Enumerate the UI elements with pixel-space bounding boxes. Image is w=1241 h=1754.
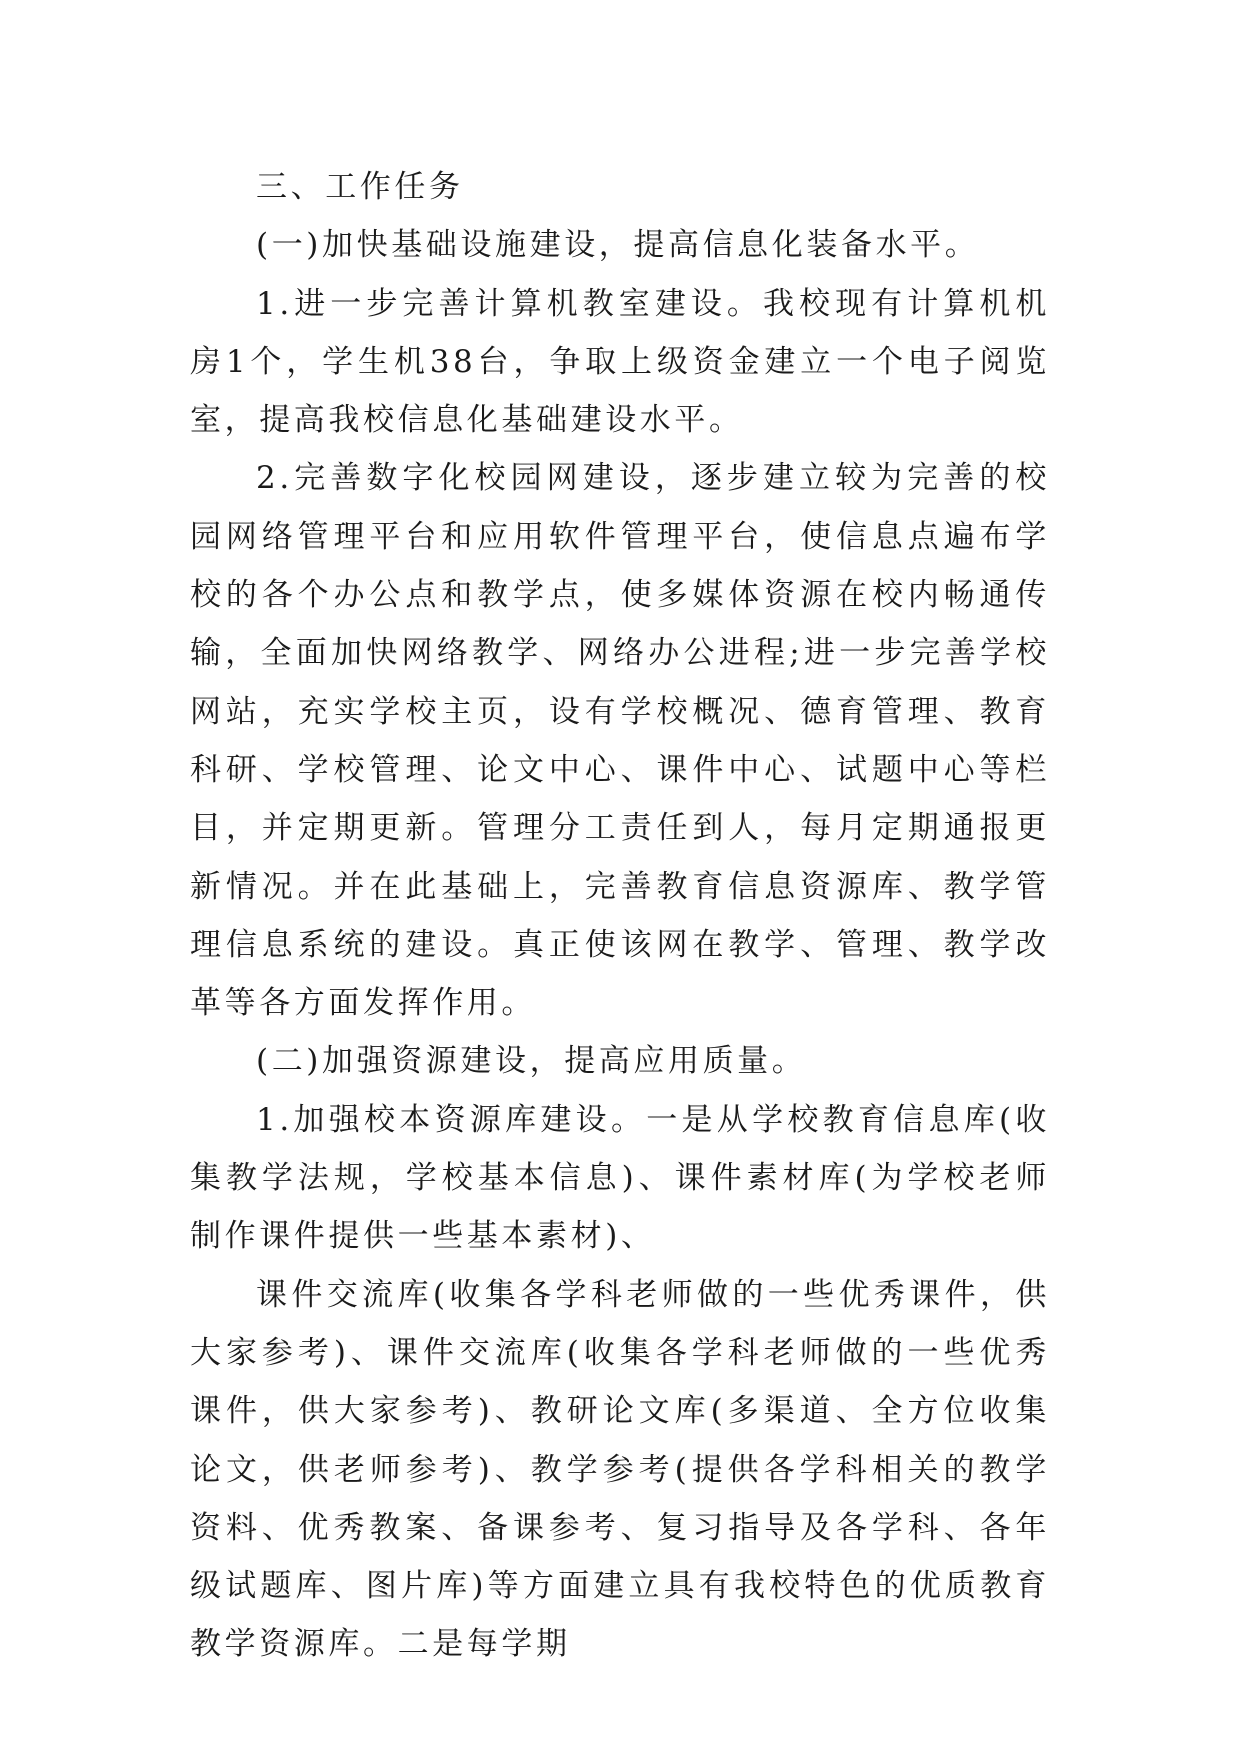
document-body [190, 158, 1050, 1674]
paragraph-courseware-exchange: 课件交流库(收集各学科老师做的一些优秀课件，供大家参考)、课件交流库(收集各学科老师做的一些优秀课件，供大家参考)、教研论文库(多渠道、全方位收集论文，供老师参考)、教学参考(提供各学科相关的教学资料、优秀教案、备课参考、复习指导及各学科、各年级试题库、图片库)等方面建立具有我校特色的优质教育教学资源库。二是每学期 [190, 1276, 1050, 1663]
subsection-heading-resources: (二)加强资源建设，提高应用质量。 [256, 1043, 807, 1080]
section-heading-work-tasks: 三、工作任务 [256, 169, 464, 205]
paragraph-computer-classroom: 1.进一步完善计算机教室建设。我校现有计算机机房1个，学生机38台，争取上级资金建立一个电子阅览室，提高我校信息化基础建设水平。 [190, 285, 1050, 439]
paragraph-campus-network: 2.完善数字化校园网建设，逐步建立较为完善的校园网络管理平台和应用软件管理平台，使信息点遍布学校的各个办公点和教学点，使多媒体资源在校内畅通传输，全面加快网络教学、网络办公进程;进一步完善学校网站，充实学校主页，设有学校概况、德育管理、教育科研、学校管理、论文中心、课件中心、试题中心等栏目，并定期更新。管理分工责任到人，每月定期通报更新情况。并在此基础上，完善教育信息资源库、教学管理信息系统的建设。真正使该网在教学、管理、教学改革等各方面发挥作用。 [190, 460, 1050, 1022]
subsection-heading-infrastructure: (一)加快基础设施建设，提高信息化装备水平。 [256, 227, 980, 264]
paragraph-resource-library: 1.加强校本资源库建设。一是从学校教育信息库(收集教学法规，学校基本信息)、课件素材库(为学校老师制作课件提供一些基本素材)、 [190, 1101, 1050, 1255]
